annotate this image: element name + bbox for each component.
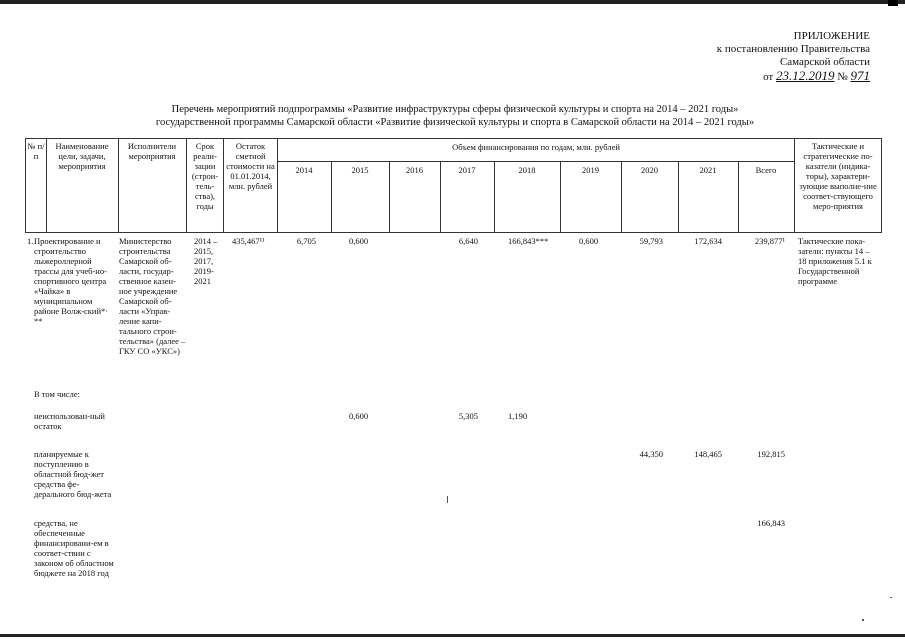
year-2021: 2021 <box>699 165 717 175</box>
year-2020: 2020 <box>641 165 658 175</box>
row1-2015: 0,600 <box>349 236 369 246</box>
appendix-date-line <box>717 69 870 84</box>
year-total: Всего <box>755 165 777 175</box>
row2-2017: 5,305 <box>458 411 478 421</box>
header-num: № п/п <box>27 141 45 161</box>
row3-2021: 148,465 <box>694 449 722 459</box>
appendix-block <box>717 30 870 84</box>
row1-2018: 166,843*** <box>508 236 549 246</box>
col-line-2 <box>118 138 119 233</box>
header-term: Срок реали-зации (строи-тель-ства), годы <box>191 141 219 211</box>
col-line-4 <box>223 138 224 233</box>
col-line-1 <box>46 138 47 233</box>
row3-total: 192,815 <box>757 449 785 459</box>
row3-name: планируемые к поступлению в областной бюд-жет средства фе-дерального бюд-жета <box>34 449 112 499</box>
year-2016: 2016 <box>406 165 423 175</box>
header-executors: Исполнители мероприятия <box>127 141 177 161</box>
header-bottom-line <box>25 232 881 233</box>
year-2018: 2018 <box>518 165 536 175</box>
row3-2020: 44,350 <box>639 449 663 459</box>
scan-speck <box>862 619 864 621</box>
scan-speck <box>447 496 448 503</box>
col-line-15 <box>881 138 882 233</box>
row4-name: средства, не обеспеченные финансировани-ем в соответ-ствии с законом об областном бюджете на 2018 год <box>34 518 114 578</box>
row1-2014: 6,705 <box>296 236 316 246</box>
row1-name: Проектирование и строительство лыжероллерной трассы для учеб-но-спортивного центра «Чайка» в муниципальном районе Волж-ский*· ** <box>34 236 109 326</box>
header-remainder: Остаток сметной стоимости на 01.01.2014, млн. рублей <box>226 141 275 191</box>
row1-2017: 6,640 <box>458 236 478 246</box>
row1-term: 2014 – 2015, 2017, 2019-2021 <box>194 236 218 286</box>
col-line-5 <box>277 138 278 233</box>
scan-bottom-border <box>0 634 905 637</box>
date-prefix: от <box>763 71 774 83</box>
header-name: Наименование цели, задачи, мероприятия <box>55 141 109 171</box>
including-label: В том числе: <box>34 389 80 399</box>
year-2014: 2014 <box>295 165 313 175</box>
years-header-line <box>277 161 794 162</box>
row2-2018: 1,190 <box>508 411 528 421</box>
header-indicators: Тактические и стратегические по-казатели (индика-торы), характери-зующие выполне-ние соответ-ствующего меро-приятия <box>799 141 877 211</box>
number-prefix: № <box>837 71 848 83</box>
row2-2015: 0,600 <box>349 411 369 421</box>
header-funding: Объем финансирования по годам, млн. рублей <box>452 142 620 152</box>
col-line-14 <box>794 138 795 233</box>
appendix-title: ПРИЛОЖЕНИЕ <box>793 30 870 42</box>
scan-top-border <box>0 0 905 4</box>
row1-remainder: 435,467¹¹ <box>232 236 265 246</box>
col-line-3 <box>186 138 187 233</box>
row1-2021: 172,634 <box>694 236 722 246</box>
handwritten-number: 971 <box>850 68 870 83</box>
row1-indicators: Тактические пока-затели: пункты 14 – 18 приложения 5.1 к Государственной программе <box>798 236 872 286</box>
scan-corner-mark <box>888 0 898 6</box>
handwritten-date: 23.12.2019 <box>776 68 835 83</box>
row1-2019: 0,600 <box>579 236 599 246</box>
row1-total: 239,877¹ <box>754 236 785 246</box>
appendix-line-3: Самарской области <box>779 56 870 68</box>
scan-speck <box>890 597 892 598</box>
appendix-line-2: к постановлению Правительства <box>716 43 870 55</box>
document-title <box>60 103 850 129</box>
table-top-border <box>25 138 881 139</box>
row1-executors: Министерство строительства Самарской об-ласти, государ-ственное казен-ное учреждение Самарской об-ласти «Управ-ление капи-тального строи-тельства» (далее – ГКУ СО «УКС») <box>119 236 186 356</box>
year-2015: 2015 <box>351 165 369 175</box>
title-line-1: Перечень мероприятий подпрограммы «Развитие инфраструктуры сферы физической культуры и спорта на 2014 – 2021 годы» <box>171 104 739 115</box>
title-line-2: государственной программы Самарской области «Развитие физической культуры и спорта в Самарской области на 2014 – 2021 годы» <box>155 117 755 128</box>
year-2017: 2017 <box>458 165 476 175</box>
row2-name: неиспользован-ный остаток <box>34 411 105 431</box>
year-2019: 2019 <box>582 165 599 175</box>
row1-num: 1. <box>27 236 34 246</box>
col-line-0 <box>25 138 26 233</box>
row1-2020: 59,793 <box>639 236 663 246</box>
row4-total: 166,843 <box>757 518 785 528</box>
